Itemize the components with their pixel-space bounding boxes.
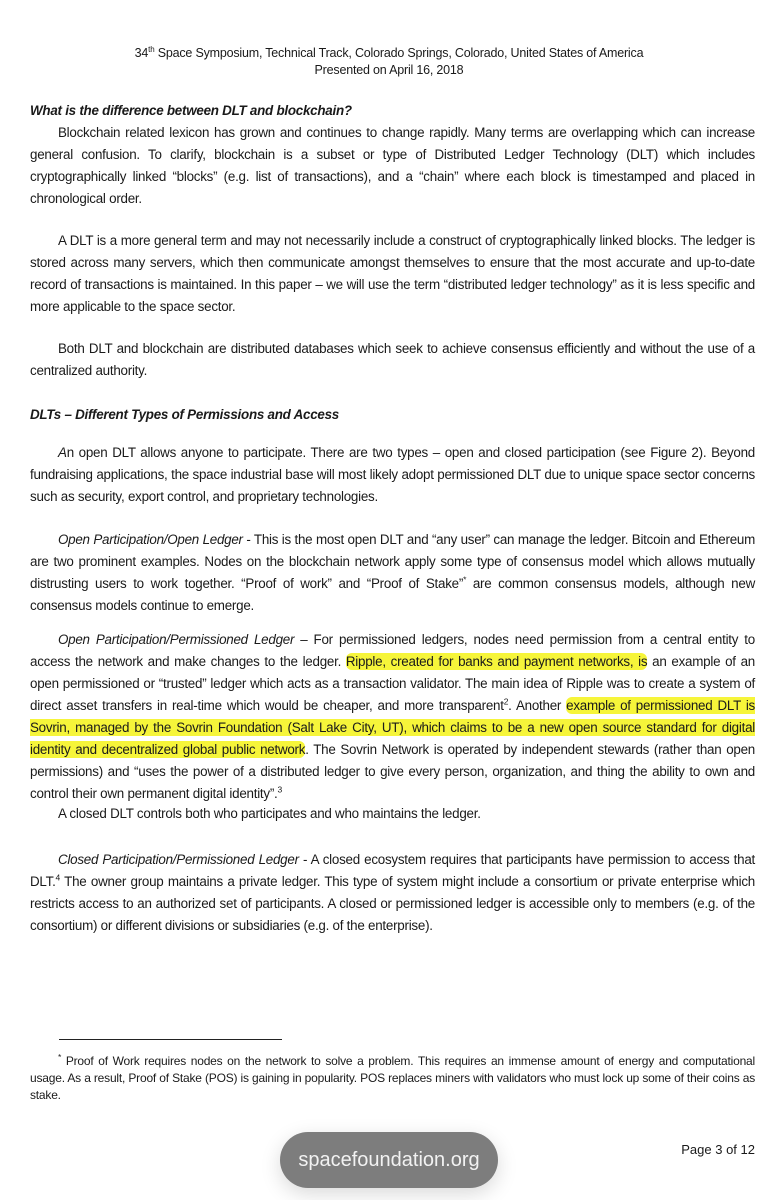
paragraph: [30, 803, 755, 825]
text-run: . Another: [508, 698, 567, 713]
text-run: are common consensus models, although new consensus models continue to emerge.: [30, 576, 756, 613]
section-heading: DLTs – Different Types of Permissions and Access: [30, 407, 339, 422]
paragraph: [30, 404, 755, 426]
paragraph: [30, 849, 755, 937]
paragraph: [30, 629, 755, 805]
text-run: A DLT is a more general term and may not necessarily include a construct of cryptographically linked blocks. The ledger is stored across many servers, which then communicate amongst themselves to ensure that the most accurate and up-to-date record of transactions is maintained. In this paper – we will use the term “distributed ledger technology” as it is less specific and more applicable to the space sector.: [30, 233, 755, 314]
header-text: Space Symposium, Technical Track, Colorado Springs, Colorado, United States of America: [154, 46, 644, 60]
document-header-line1: [0, 46, 778, 60]
header-text: 34: [134, 46, 149, 60]
text-run: . The Sovrin Network is operated by independent stewards (rather than open permissions) and “uses the power of a distributed ledger to give every person, organization, and thing the ability to own and control their own permanent digital identity”.: [30, 742, 755, 801]
footnote: [30, 1053, 755, 1104]
paragraph: [30, 230, 755, 318]
text-run: The owner group maintains a private ledger. This type of system might include a consortium or private enterprise which restricts access to an authorized set of participants. A closed or permissioned ledger is accessible only to members (e.g. of the consortium) or different divisions or subsidiaries (e.g. of the enterprise).: [30, 874, 755, 933]
paragraph-open-open-ledger: [30, 529, 755, 617]
highlighted-text: Ripple, created for banks and payment networks, is: [345, 654, 648, 669]
text-run: A: [58, 445, 67, 460]
paragraph: [30, 442, 755, 508]
section-heading: What is the difference between DLT and blockchain?: [30, 103, 352, 118]
text-run: an example of an open permissioned or “trusted” ledger which acts as a transaction validator. The main idea of Ripple was to create a system of direct asset transfers in real-time which would be cheaper, and more transparent: [30, 654, 755, 713]
paragraph-open-permissioned-ledger: [30, 629, 755, 805]
paragraph-closed-permissioned-ledger: [30, 849, 755, 937]
text-run: A closed DLT controls both who participates and who maintains the ledger.: [58, 806, 481, 821]
footnote-text: Proof of Work requires nodes on the network to solve a problem. This requires an immense amount of energy and computational usage. As a result, Proof of Stake (POS) is gaining in popularity. POS replaces miners with validators who must lock up some of their coins as stake.: [30, 1054, 755, 1102]
text-run: Closed Participation/Permissioned Ledger: [58, 852, 299, 867]
paragraph: [30, 338, 755, 382]
footnote-reference: 2: [503, 696, 509, 707]
paragraph-dlt-definition: [30, 230, 755, 318]
page-number: Page 3 of 12: [681, 1142, 755, 1157]
footnote-reference: 4: [55, 872, 61, 883]
watermark-pill: spacefoundation.org: [280, 1132, 498, 1188]
highlighted-text: example of permissioned DLT is Sovrin, managed by the Sovrin Foundation (Salt Lake City, UT), which claims to be a new open source standard for digital identity and decentralized global public network: [30, 698, 755, 757]
text-run: - This is the most open DLT and “any user” can manage the ledger. Bitcoin and Ethereum are two prominent examples. Nodes on the blockchain network apply some type of consensus model which allows mutually distrusting users to work together. “Proof of work” and “Proof of Stake”: [30, 532, 756, 591]
section-dlt-vs-blockchain: [30, 100, 755, 210]
footnote-reference: *: [463, 574, 467, 585]
text-run: n open DLT allows anyone to participate. There are two types – open and closed participation (see Figure 2). Beyond fundraising applications, the space industrial base will most likely adopt permissioned DLT due to unique space sector concerns such as security, export control, and proprietary technologies.: [30, 445, 755, 504]
paragraph-open-dlt: [30, 442, 755, 508]
paragraph-closed-dlt: [30, 803, 755, 825]
paragraph: [30, 529, 755, 617]
footnote-reference: 3: [277, 784, 283, 795]
text-run: Open Participation/Open Ledger: [58, 532, 243, 547]
text-run: Blockchain related lexicon has grown and continues to change rapidly. Many terms are overlapping which can increase general confusion. To clarify, blockchain is a subset or type of Distributed Ledger Technology (DLT) which includes cryptographically linked “blocks” (e.g. list of transactions), and a “chain” where each block is timestamped and placed in chronological order.: [30, 125, 755, 206]
section-heading-permissions: [30, 404, 755, 426]
paragraph: [30, 122, 755, 210]
paragraph: [30, 100, 755, 122]
text-run: – For permissioned ledgers, nodes need permission from a central entity to access the network and make changes to the ledger.: [30, 632, 755, 669]
document-header-line2: Presented on April 16, 2018: [314, 63, 464, 77]
header-superscript: th: [148, 44, 155, 54]
paragraph-distributed-databases: [30, 338, 755, 382]
text-run: Open Participation/Permissioned Ledger: [58, 632, 295, 647]
text-run: Both DLT and blockchain are distributed databases which seek to achieve consensus efficiently and without the use of a centralized authority.: [30, 341, 755, 378]
footnote-divider: [59, 1039, 282, 1040]
footnote-marker: *: [58, 1052, 62, 1062]
text-run: - A closed ecosystem requires that participants have permission to access that DLT.: [30, 852, 755, 889]
